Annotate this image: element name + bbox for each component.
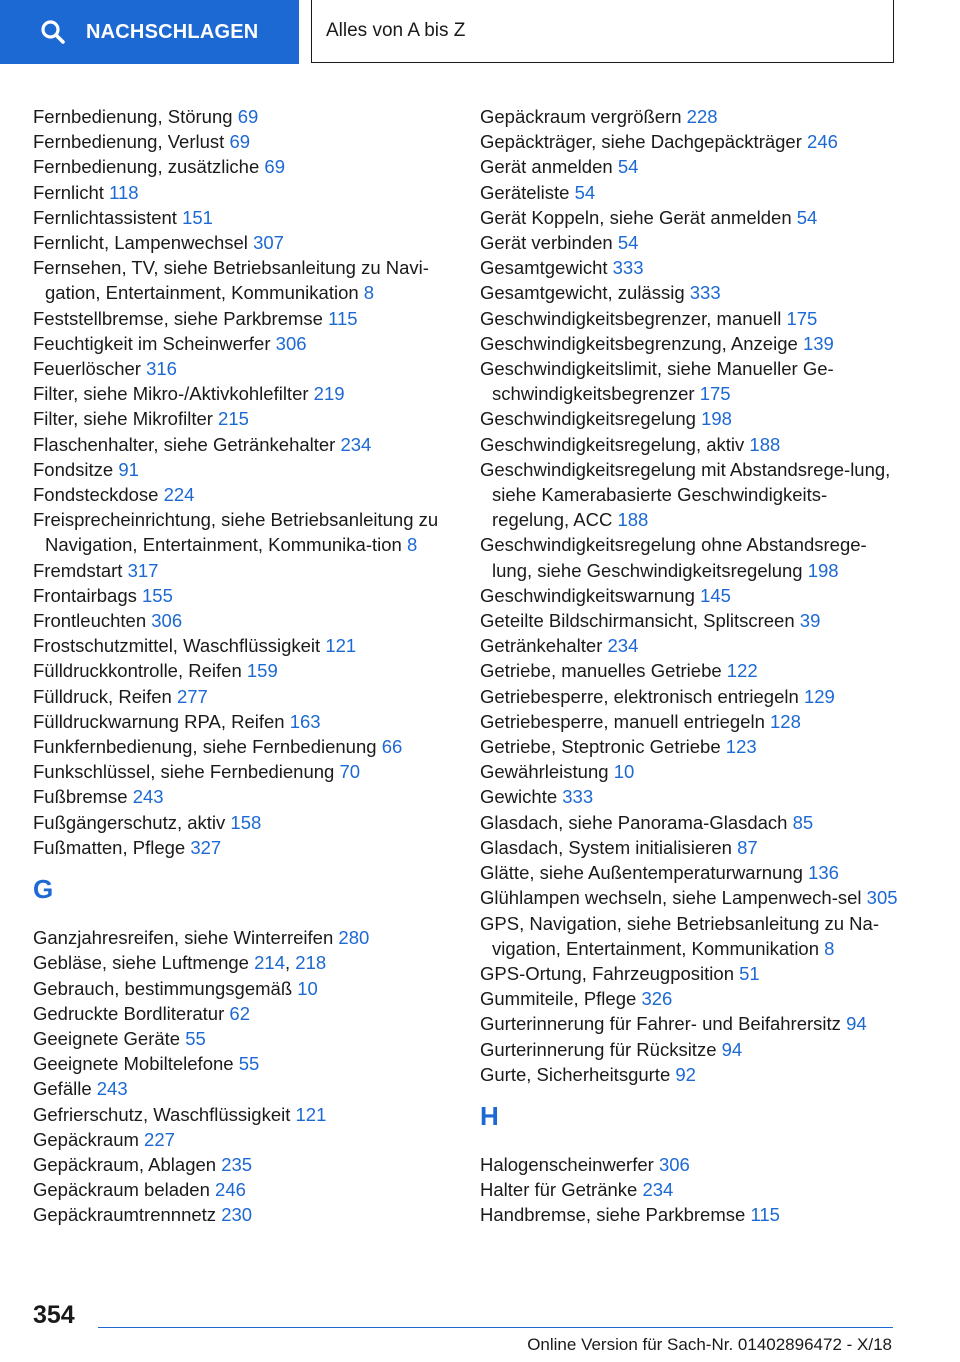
index-entry bbox=[480, 1152, 900, 1177]
index-entry bbox=[480, 432, 900, 457]
index-entry bbox=[33, 1051, 453, 1076]
index-entry-text: Frontairbags bbox=[33, 584, 137, 606]
page-reference-link[interactable]: 215 bbox=[218, 408, 249, 430]
index-entry bbox=[33, 205, 453, 230]
index-entry bbox=[33, 482, 453, 507]
page-reference-link[interactable]: 277 bbox=[176, 685, 208, 707]
index-entry bbox=[480, 1037, 900, 1062]
page-reference-link[interactable]: 54 bbox=[574, 181, 596, 203]
index-entry bbox=[480, 280, 900, 305]
index-entry-text: Frostschutzmittel, Waschflüssigkeit bbox=[33, 635, 321, 657]
index-entry-text: Gebrauch, bestimmungsgemäß bbox=[33, 977, 293, 999]
index-entry bbox=[480, 961, 900, 986]
index-entry-text: Fülldruck, Reifen bbox=[33, 685, 172, 707]
index-entry bbox=[480, 885, 900, 910]
index-letter-heading: G bbox=[33, 874, 54, 905]
index-entry bbox=[33, 1177, 453, 1202]
index-entry bbox=[480, 583, 900, 608]
page-reference-link[interactable]: 326 bbox=[641, 988, 673, 1010]
index-entry-text: Geschwindigkeitsregelung, aktiv bbox=[480, 433, 745, 455]
page-reference-link[interactable]: 54 bbox=[617, 156, 639, 178]
index-entry bbox=[480, 129, 900, 154]
index-entry bbox=[33, 406, 453, 431]
page-reference-link[interactable]: 307 bbox=[253, 232, 284, 254]
index-entry bbox=[33, 1026, 453, 1051]
index-entry bbox=[480, 356, 900, 406]
index-entry-text: Glasdach, siehe Panorama-Glasdach bbox=[480, 811, 788, 833]
index-entry bbox=[480, 1011, 900, 1036]
page-header bbox=[0, 0, 960, 66]
index-entry bbox=[480, 986, 900, 1011]
index-entry bbox=[480, 1202, 900, 1227]
index-entry bbox=[480, 734, 900, 759]
index-entry-text: Geschwindigkeitslimit, siehe Manueller Ge-schwindigkeitsbegrenzer bbox=[480, 358, 834, 405]
index-entry-text: Fondsitze bbox=[33, 458, 114, 480]
index-entry bbox=[33, 658, 453, 683]
index-entry-text: Halogenscheinwerfer bbox=[480, 1153, 654, 1175]
index-entry bbox=[480, 104, 900, 129]
page-reference-link[interactable]: 129 bbox=[803, 685, 835, 707]
index-entry bbox=[480, 835, 900, 860]
index-entry bbox=[33, 356, 453, 381]
index-entry-text: Fülldruckkontrolle, Reifen bbox=[33, 660, 242, 682]
index-entry-text: Fondsteckdose bbox=[33, 484, 159, 506]
index-entry bbox=[33, 381, 453, 406]
page-reference-link[interactable]: 8 bbox=[406, 534, 418, 556]
page-reference-link[interactable]: 123 bbox=[725, 736, 757, 758]
page-reference-link[interactable]: 115 bbox=[750, 1204, 780, 1226]
index-column-right bbox=[480, 104, 900, 1228]
page-reference-link[interactable]: 243 bbox=[132, 786, 164, 808]
section-tab[interactable] bbox=[0, 0, 299, 64]
index-entry bbox=[33, 1152, 453, 1177]
index-entry bbox=[480, 180, 900, 205]
page-reference-link[interactable]: 188 bbox=[617, 509, 649, 531]
section-label: NACHSCHLAGEN bbox=[86, 20, 259, 43]
index-entry-text: Fernbedienung, Verlust bbox=[33, 131, 225, 153]
index-entry bbox=[33, 810, 453, 835]
index-entry-text: Gerät verbinden bbox=[480, 232, 613, 254]
index-entry bbox=[480, 255, 900, 280]
index-entry-text: Fernlicht, Lampenwechsel bbox=[33, 232, 248, 254]
index-entry bbox=[480, 684, 900, 709]
page-reference-link[interactable]: 145 bbox=[700, 584, 731, 606]
index-entry-text: Gepäckträger, siehe Dachgepäckträger bbox=[480, 131, 802, 153]
page-reference-link[interactable]: 228 bbox=[686, 106, 718, 127]
page-reference-link[interactable]: 333 bbox=[689, 282, 721, 304]
page-reference-link[interactable]: 234 bbox=[642, 1179, 674, 1201]
page-reference-link[interactable]: 219 bbox=[313, 383, 345, 405]
index-entry-text: Fernlicht bbox=[33, 181, 104, 203]
page-reference-link[interactable]: 230 bbox=[221, 1204, 253, 1226]
index-entry-text: Gefrierschutz, Waschflüssigkeit bbox=[33, 1103, 291, 1125]
index-entry-text: Geeignete Geräte bbox=[33, 1027, 181, 1049]
index-entry-text: Fülldruckwarnung RPA, Reifen bbox=[33, 710, 285, 732]
index-entry bbox=[33, 684, 453, 709]
page-reference-link[interactable]: 246 bbox=[807, 131, 838, 153]
index-entry-text: Feuerlöscher bbox=[33, 358, 141, 380]
index-entry bbox=[33, 1076, 453, 1101]
index-entry-text: Filter, siehe Mikrofilter bbox=[33, 408, 213, 430]
index-entry-text: Gepäckraum, Ablagen bbox=[33, 1153, 217, 1175]
index-entry bbox=[480, 406, 900, 431]
page-number: 354 bbox=[33, 1301, 75, 1329]
index-entry-text: Getriebesperre, elektronisch entriegeln bbox=[480, 685, 799, 707]
index-entry bbox=[480, 532, 900, 582]
page-reference-link[interactable]: 87 bbox=[737, 836, 758, 858]
chapter-tab[interactable] bbox=[311, 0, 894, 63]
index-entry-text: Geteilte Bildschirmansicht, Splitscreen bbox=[480, 610, 795, 632]
page-reference-link[interactable]: 121 bbox=[295, 1103, 327, 1125]
index-entry-text: Geschwindigkeitsbegrenzer, manuell bbox=[480, 307, 782, 329]
index-entry-text: Geräteliste bbox=[480, 181, 570, 203]
index-entry bbox=[33, 306, 453, 331]
page-reference-link[interactable]: 91 bbox=[118, 458, 139, 480]
chapter-label: Alles von A bis Z bbox=[326, 20, 466, 41]
index-entry bbox=[33, 104, 453, 129]
index-entry bbox=[480, 810, 900, 835]
index-entry-text: Halter für Getränke bbox=[480, 1179, 638, 1201]
index-entry-text: Glühlampen wechseln, siehe Lampenwech-sel bbox=[480, 887, 862, 909]
index-letter-heading: H bbox=[480, 1100, 499, 1131]
index-entry bbox=[33, 154, 453, 179]
index-entry-text: Handbremse, siehe Parkbremse bbox=[480, 1204, 746, 1226]
index-entry-text: Gefälle bbox=[33, 1078, 92, 1100]
index-entry-text: Freisprecheinrichtung, siehe Betriebsanleitung zu Navigation, Entertainment, Kommunika-tion bbox=[33, 509, 439, 556]
index-entry-text: Gebläse, siehe Luftmenge bbox=[33, 952, 249, 974]
index-entry-text: Getränkehalter bbox=[480, 635, 603, 657]
page-reference-link[interactable]: 306 bbox=[658, 1153, 690, 1175]
page-reference-link[interactable]: 327 bbox=[190, 836, 222, 858]
index-entry-text: Gesamtgewicht bbox=[480, 257, 608, 279]
page-reference-link[interactable]: 55 bbox=[238, 1053, 260, 1075]
index-entry-text: Gummiteile, Pflege bbox=[480, 988, 637, 1010]
page-reference-link[interactable]: 306 bbox=[151, 610, 183, 632]
page-reference-link[interactable]: 175 bbox=[786, 307, 818, 329]
page-reference-link[interactable]: 175 bbox=[699, 383, 731, 405]
index-entry-text: Geschwindigkeitsregelung bbox=[480, 408, 696, 430]
index-entry bbox=[33, 1001, 453, 1026]
index-entry-text: Getriebesperre, manuell entriegeln bbox=[480, 710, 765, 732]
page-reference-link[interactable]: 54 bbox=[796, 206, 818, 228]
page-reference-link[interactable]: 69 bbox=[229, 131, 251, 153]
index-entry bbox=[33, 255, 453, 305]
index-entry-text: Gerät Koppeln, siehe Gerät anmelden bbox=[480, 206, 792, 228]
index-entry-text: Getriebe, manuelles Getriebe bbox=[480, 660, 722, 682]
index-entry-text: Flaschenhalter, siehe Getränkehalter bbox=[33, 433, 336, 455]
index-entry-text: Gurterinnerung für Rücksitze bbox=[480, 1038, 717, 1060]
index-entry-text: Fernbedienung, Störung bbox=[33, 106, 233, 127]
index-entry bbox=[33, 507, 453, 557]
page-reference-link[interactable]: 317 bbox=[127, 559, 159, 581]
index-entry-text: Funkschlüssel, siehe Fernbedienung bbox=[33, 761, 335, 783]
page-reference-link[interactable]: 214 bbox=[254, 952, 285, 974]
index-entry bbox=[33, 230, 453, 255]
index-entry-text: Fußbremse bbox=[33, 786, 128, 808]
index-entry-text: Gerät anmelden bbox=[480, 156, 613, 178]
index-entry-text: Fremdstart bbox=[33, 559, 123, 581]
index-entry-text: Fernsehen, TV, siehe Betriebsanleitung zu Navi-gation, Entertainment, Kommunikation bbox=[33, 257, 429, 304]
index-entry-text: Gurte, Sicherheitsgurte bbox=[480, 1063, 671, 1085]
page-reference-link[interactable]: 235 bbox=[221, 1153, 253, 1175]
index-entry bbox=[480, 457, 900, 533]
page-reference-link[interactable]: 280 bbox=[338, 927, 370, 949]
page-reference-link[interactable]: 151 bbox=[182, 206, 213, 228]
index-entry bbox=[33, 633, 453, 658]
index-entry-text: Feststellbremse, siehe Parkbremse bbox=[33, 307, 323, 329]
page-reference-link[interactable]: 69 bbox=[237, 106, 259, 127]
index-entry bbox=[480, 759, 900, 784]
index-entry bbox=[480, 633, 900, 658]
page-reference-link[interactable]: 8 bbox=[824, 937, 835, 959]
page-reference-link[interactable]: 155 bbox=[142, 584, 173, 606]
index-column-left bbox=[33, 104, 453, 1228]
page-reference-link[interactable]: 136 bbox=[808, 862, 839, 884]
index-entry bbox=[33, 457, 453, 482]
page-reference-link[interactable]: 333 bbox=[612, 257, 644, 279]
index-entry bbox=[33, 759, 453, 784]
index-entry bbox=[480, 154, 900, 179]
page-reference-link[interactable]: 10 bbox=[297, 977, 318, 999]
index-entry-text: Gepäckraum beladen bbox=[33, 1179, 210, 1201]
index-entry bbox=[480, 709, 900, 734]
page-reference-link[interactable]: 198 bbox=[701, 408, 732, 430]
page-reference-link[interactable]: 121 bbox=[325, 635, 357, 657]
page-reference-link[interactable]: 243 bbox=[96, 1078, 128, 1100]
page-reference-link[interactable]: 69 bbox=[264, 156, 285, 178]
index-entry-text: Fernlichtassistent bbox=[33, 206, 177, 228]
page-reference-link[interactable]: 118 bbox=[109, 181, 139, 203]
index-entry bbox=[33, 976, 453, 1001]
index-entry-text: Gewährleistung bbox=[480, 761, 609, 783]
index-entry bbox=[33, 925, 453, 950]
page-reference-link[interactable]: 92 bbox=[675, 1063, 696, 1085]
page-reference-link[interactable]: 306 bbox=[275, 332, 307, 354]
index-entry bbox=[33, 331, 453, 356]
page-reference-link[interactable]: 70 bbox=[339, 761, 361, 783]
page-reference-link[interactable]: 10 bbox=[613, 761, 635, 783]
page-reference-link[interactable]: 198 bbox=[807, 559, 839, 581]
index-entry-text: Geeignete Mobiltelefone bbox=[33, 1053, 234, 1075]
index-entry bbox=[33, 1202, 453, 1227]
page-reference-link[interactable]: 224 bbox=[163, 484, 195, 506]
index-entry-text: Ganzjahresreifen, siehe Winterreifen bbox=[33, 927, 334, 949]
index-entry bbox=[480, 608, 900, 633]
index-entry bbox=[480, 331, 900, 356]
page-reference-link[interactable]: 246 bbox=[215, 1179, 246, 1201]
index-entry bbox=[480, 658, 900, 683]
page-reference-link[interactable]: 115 bbox=[328, 307, 358, 329]
footer-version-text: Online Version für Sach-Nr. 01402896472 - X/18 bbox=[527, 1335, 892, 1354]
index-entry-text: Gurterinnerung für Fahrer- und Beifahrersitz bbox=[480, 1013, 841, 1035]
index-entry-text: Gesamtgewicht, zulässig bbox=[480, 282, 685, 304]
search-icon bbox=[40, 19, 66, 45]
index-entry bbox=[33, 558, 453, 583]
page-reference-link[interactable]: 218 bbox=[295, 952, 327, 974]
index-entry-text: Geschwindigkeitswarnung bbox=[480, 584, 695, 606]
index-entry-text: Glasdach, System initialisieren bbox=[480, 836, 732, 858]
index-entry bbox=[33, 608, 453, 633]
page-reference-link[interactable]: 159 bbox=[246, 660, 278, 682]
page-reference-link[interactable]: 39 bbox=[799, 610, 821, 632]
index-entry bbox=[480, 1062, 900, 1087]
index-entry bbox=[480, 911, 900, 961]
index-entry bbox=[33, 1102, 453, 1127]
page-reference-link[interactable]: 128 bbox=[770, 710, 801, 732]
index-entry-text: Geschwindigkeitsregelung ohne Abstandsrege-lung, siehe Geschwindigkeitsregelung bbox=[480, 534, 867, 581]
index-entry-text: Feuchtigkeit im Scheinwerfer bbox=[33, 332, 271, 354]
page-reference-link[interactable]: 62 bbox=[229, 1002, 250, 1024]
index-entry bbox=[480, 1177, 900, 1202]
index-entry bbox=[480, 230, 900, 255]
page-reference-link[interactable]: 139 bbox=[802, 332, 834, 354]
index-entry-text: Funkfernbedienung, siehe Fernbedienung bbox=[33, 736, 377, 758]
page-reference-link[interactable]: 66 bbox=[381, 736, 403, 758]
index-entry bbox=[480, 306, 900, 331]
index-entry-text: Geschwindigkeitsregelung mit Abstandsrege-lung, siehe Kamerabasierte Geschwindigkeits-regelung, ACC bbox=[480, 458, 891, 531]
index-entry-text: Glätte, siehe Außentemperaturwarnung bbox=[480, 862, 803, 884]
index-entry-text: Getriebe, Steptronic Getriebe bbox=[480, 736, 721, 758]
index-entry-text: Gewichte bbox=[480, 786, 558, 808]
page-reference-link[interactable]: 305 bbox=[866, 887, 898, 909]
index-entry bbox=[33, 835, 453, 860]
index-entry-text: Geschwindigkeitsbegrenzung, Anzeige bbox=[480, 332, 798, 354]
page-reference-link[interactable]: 316 bbox=[146, 358, 177, 380]
index-entry-text: GPS-Ortung, Fahrzeugposition bbox=[480, 962, 734, 984]
page-reference-link[interactable]: 85 bbox=[792, 811, 814, 833]
index-entry bbox=[33, 129, 453, 154]
page-reference-link[interactable]: 122 bbox=[726, 660, 758, 682]
index-entry bbox=[33, 583, 453, 608]
page-reference-link[interactable]: 188 bbox=[749, 433, 781, 455]
page-reference-link[interactable]: 54 bbox=[617, 232, 639, 254]
page-reference-link[interactable]: 94 bbox=[721, 1038, 743, 1060]
index-entry-text: Gepäckraumtrennnetz bbox=[33, 1204, 217, 1226]
index-entry bbox=[480, 205, 900, 230]
index-entry-text: Fußgängerschutz, aktiv bbox=[33, 811, 226, 833]
page-reference-link[interactable]: 94 bbox=[846, 1013, 867, 1035]
page-reference-link[interactable]: 158 bbox=[230, 811, 262, 833]
index-entry-text: Fernbedienung, zusätzliche bbox=[33, 156, 260, 178]
index-entry bbox=[480, 784, 900, 809]
page-reference-link[interactable]: 227 bbox=[144, 1128, 175, 1150]
index-entry-text: Frontleuchten bbox=[33, 610, 147, 632]
index-entry bbox=[33, 709, 453, 734]
page-reference-link[interactable]: 234 bbox=[340, 433, 372, 455]
index-entry: Gebläse, siehe Luftmenge 214, 218 bbox=[33, 952, 327, 974]
index-entry-text: Gedruckte Bordliteratur bbox=[33, 1002, 225, 1024]
index-entry-text: Gepäckraum vergrößern bbox=[480, 106, 682, 127]
index-entry-text: Fußmatten, Pflege bbox=[33, 836, 186, 858]
page-reference-link[interactable]: 55 bbox=[185, 1027, 206, 1049]
index-entry bbox=[33, 1127, 453, 1152]
footer-divider bbox=[98, 1327, 893, 1328]
index-entry-text: Gepäckraum bbox=[33, 1128, 139, 1150]
page-reference-link[interactable]: 234 bbox=[607, 635, 639, 657]
index-entry-text: GPS, Navigation, siehe Betriebsanleitung zu Na-vigation, Entertainment, Kommunikation bbox=[480, 912, 879, 959]
page-reference-link[interactable]: 8 bbox=[363, 282, 375, 304]
page-reference-link[interactable]: 163 bbox=[289, 710, 321, 732]
index-entry-text: Filter, siehe Mikro-/Aktivkohlefilter bbox=[33, 383, 309, 405]
page-reference-link[interactable]: 333 bbox=[562, 786, 594, 808]
index-entry bbox=[33, 784, 453, 809]
index-entry bbox=[33, 432, 453, 457]
index-entry bbox=[33, 180, 453, 205]
page-reference-link[interactable]: 51 bbox=[739, 962, 760, 984]
index-entry bbox=[480, 860, 900, 885]
index-entry bbox=[33, 734, 453, 759]
